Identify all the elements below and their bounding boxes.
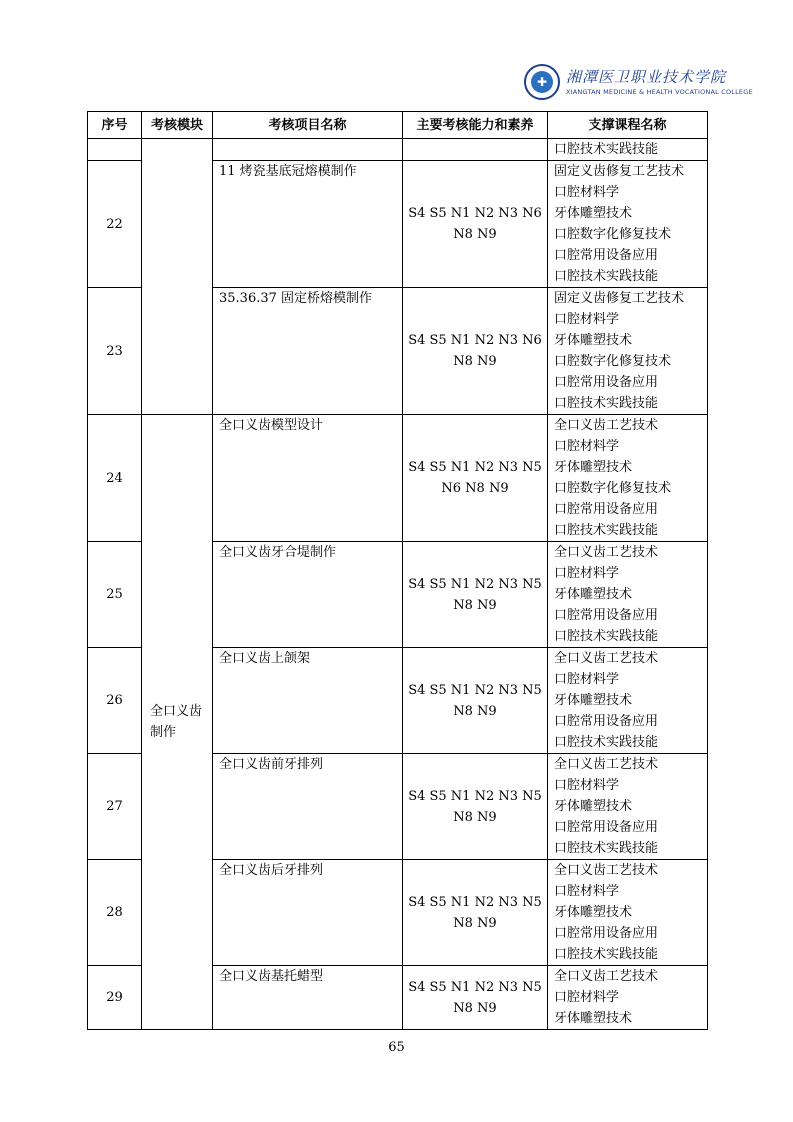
course-name: 全口义齿工艺技术 <box>554 651 659 666</box>
course-name: 口腔材料学 <box>554 185 620 200</box>
page-number: 65 <box>388 1040 405 1055</box>
item-cell: 全口义齿基托蜡型 <box>213 966 403 1030</box>
course-name: 口腔常用设备应用 <box>554 608 659 623</box>
college-emblem-icon: ✚ <box>524 64 560 100</box>
item-cell: 全口义齿模型设计 <box>213 415 403 542</box>
course-name: 全口义齿工艺技术 <box>554 863 659 878</box>
course-name: 口腔常用设备应用 <box>554 714 659 729</box>
ability-cell: S4 S5 N1 N2 N3 N5 N8 N9 <box>403 542 548 648</box>
courses-cell <box>548 161 708 288</box>
column-header-ability: 主要考核能力和素养 <box>403 112 548 139</box>
course-name: 全口义齿工艺技术 <box>554 969 659 984</box>
module-cell <box>142 415 213 1030</box>
course-name: 口腔材料学 <box>554 778 620 793</box>
item-cell: 全口义齿后牙排列 <box>213 860 403 966</box>
courses-cell <box>548 542 708 648</box>
module-cell <box>142 139 213 415</box>
course-name: 牙体雕塑技术 <box>554 460 633 475</box>
item-cell: 全口义齿上颌架 <box>213 648 403 754</box>
course-name: 全口义齿工艺技术 <box>554 757 659 772</box>
course-name: 口腔数字化修复技术 <box>554 227 672 242</box>
course-name: 牙体雕塑技术 <box>554 799 633 814</box>
course-name: 口腔技术实践技能 <box>554 735 659 750</box>
item-cell: 35.36.37 固定桥熔模制作 <box>213 288 403 415</box>
course-name: 口腔数字化修复技术 <box>554 481 672 496</box>
course-name: 口腔技术实践技能 <box>554 142 659 157</box>
logo-chinese-name: 湘潭医卫职业技术学院 <box>566 68 727 86</box>
course-name: 口腔材料学 <box>554 566 620 581</box>
ability-cell: S4 S5 N1 N2 N3 N5 N8 N9 <box>403 860 548 966</box>
course-name: 口腔数字化修复技术 <box>554 354 672 369</box>
column-header-module: 考核模块 <box>142 112 213 139</box>
courses-cell <box>548 415 708 542</box>
courses-cell <box>548 648 708 754</box>
course-name: 口腔技术实践技能 <box>554 523 659 538</box>
course-name: 口腔常用设备应用 <box>554 820 659 835</box>
courses-cell <box>548 288 708 415</box>
course-name: 固定义齿修复工艺技术 <box>554 164 685 179</box>
table-header-row <box>88 112 708 139</box>
courses-cell <box>548 860 708 966</box>
seq-cell: 28 <box>88 860 142 966</box>
course-name: 口腔技术实践技能 <box>554 629 659 644</box>
module-name: 全口义齿制作 <box>150 704 203 740</box>
seq-cell: 24 <box>88 415 142 542</box>
course-name: 口腔技术实践技能 <box>554 396 659 411</box>
seq-cell <box>88 139 142 161</box>
assessment-table <box>87 111 708 1030</box>
course-name: 口腔常用设备应用 <box>554 248 659 263</box>
course-name: 口腔常用设备应用 <box>554 375 659 390</box>
course-name: 口腔技术实践技能 <box>554 269 659 284</box>
course-name: 牙体雕塑技术 <box>554 333 633 348</box>
ability-cell <box>403 139 548 161</box>
item-cell: 全口义齿前牙排列 <box>213 754 403 860</box>
table-row <box>88 139 708 161</box>
college-logo <box>524 62 753 102</box>
ability-cell: S4 S5 N1 N2 N3 N5 N8 N9 <box>403 966 548 1030</box>
course-name: 固定义齿修复工艺技术 <box>554 291 685 306</box>
page-header <box>0 0 793 108</box>
course-name: 口腔技术实践技能 <box>554 841 659 856</box>
column-header-seq: 序号 <box>88 112 142 139</box>
ability-cell: S4 S5 N1 N2 N3 N6 N8 N9 <box>403 288 548 415</box>
item-cell: 11 烤瓷基底冠熔模制作 <box>213 161 403 288</box>
course-name: 口腔材料学 <box>554 439 620 454</box>
course-name: 口腔技术实践技能 <box>554 947 659 962</box>
course-name: 牙体雕塑技术 <box>554 693 633 708</box>
column-header-courses: 支撑课程名称 <box>548 112 708 139</box>
ability-cell: S4 S5 N1 N2 N3 N6 N8 N9 <box>403 161 548 288</box>
courses-cell <box>548 966 708 1030</box>
ability-cell: S4 S5 N1 N2 N3 N5 N8 N9 <box>403 648 548 754</box>
course-name: 牙体雕塑技术 <box>554 905 633 920</box>
ability-cell: S4 S5 N1 N2 N3 N5 N8 N9 <box>403 754 548 860</box>
course-name: 牙体雕塑技术 <box>554 206 633 221</box>
logo-english-name: XIANGTAN MEDICINE & HEALTH VOCATIONAL COLLEGE <box>566 88 753 96</box>
courses-cell <box>548 139 708 161</box>
table-row <box>88 415 708 542</box>
course-name: 口腔材料学 <box>554 884 620 899</box>
ability-cell: S4 S5 N1 N2 N3 N5 N6 N8 N9 <box>403 415 548 542</box>
seq-cell: 25 <box>88 542 142 648</box>
seq-cell: 29 <box>88 966 142 1030</box>
item-cell <box>213 139 403 161</box>
course-name: 全口义齿工艺技术 <box>554 545 659 560</box>
course-name: 口腔常用设备应用 <box>554 926 659 941</box>
seq-cell: 23 <box>88 288 142 415</box>
seq-cell: 27 <box>88 754 142 860</box>
course-name: 口腔材料学 <box>554 990 620 1005</box>
item-cell: 全口义齿牙合堤制作 <box>213 542 403 648</box>
course-name: 全口义齿工艺技术 <box>554 418 659 433</box>
course-name: 牙体雕塑技术 <box>554 587 633 602</box>
courses-cell <box>548 754 708 860</box>
course-name: 口腔材料学 <box>554 312 620 327</box>
seq-cell: 26 <box>88 648 142 754</box>
seq-cell: 22 <box>88 161 142 288</box>
course-name: 口腔材料学 <box>554 672 620 687</box>
course-name: 口腔常用设备应用 <box>554 502 659 517</box>
course-name: 牙体雕塑技术 <box>554 1011 633 1026</box>
column-header-item: 考核项目名称 <box>213 112 403 139</box>
